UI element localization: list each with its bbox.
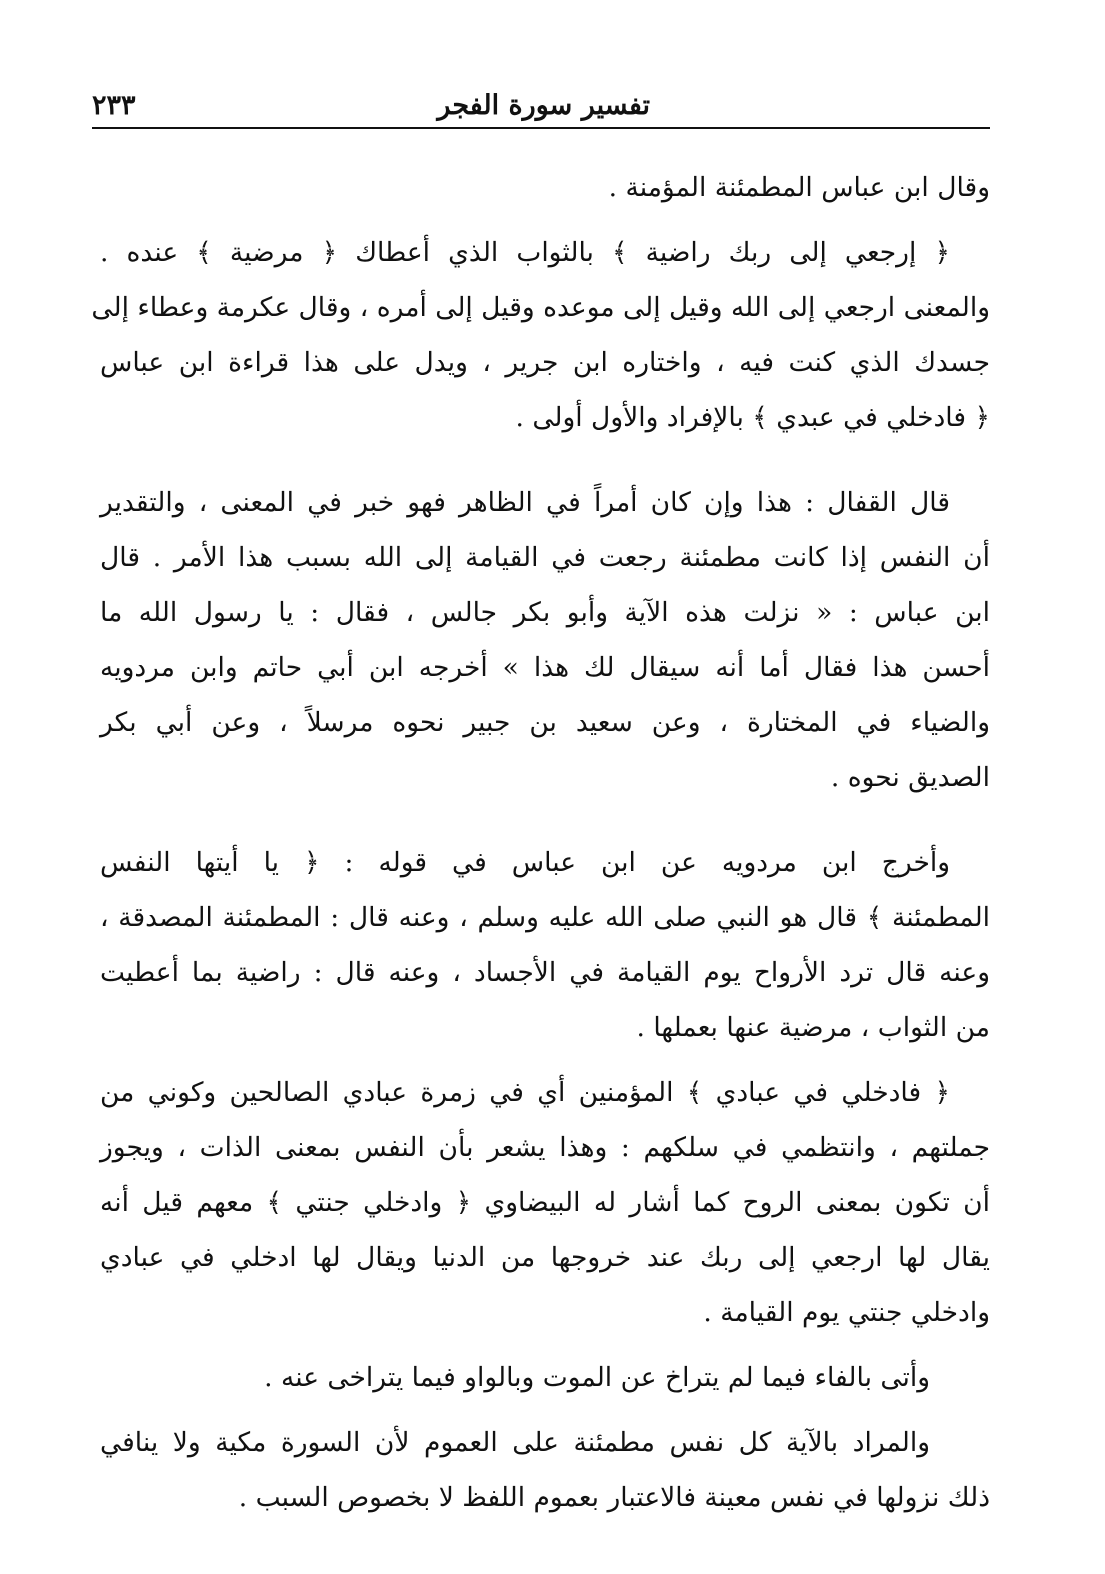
text-line: وأتى بالفاء فيما لم يتراخ عن الموت وبالواو فيما يتراخى عنه . [264,1362,930,1393]
paragraph [100,1415,990,1525]
paragraph [100,475,990,805]
text-line: والمراد بالآية كل نفس مطمئنة على العموم لأن السورة مكية ولا ينافي [100,1427,930,1458]
text-line: وادخلي جنتي يوم القيامة . [703,1297,990,1328]
page-number: ٢٣٣ [92,90,136,121]
text-line: ﴿ فادخلي في عبادي ﴾ المؤمنين أي في زمرة عبادي الصالحين وكوني من [100,1077,950,1108]
header-rule [92,127,990,129]
text-line: ﴿ فادخلي في عبدي ﴾ بالإفراد والأول أولى . [515,402,990,433]
text-line: وقال ابن عباس المطمئنة المؤمنة . [608,172,990,203]
text-line: ابن عباس : « نزلت هذه الآية وأبو بكر جالس ، فقال : يا رسول الله ما [100,597,990,628]
text-line: ذلك نزولها في نفس معينة فالاعتبار بعموم اللفظ لا بخصوص السبب . [238,1482,990,1513]
text-line: جملتهم ، وانتظمي في سلكهم : وهذا يشعر بأن النفس بمعنى الذات ، ويجوز [100,1132,990,1163]
paragraph [100,160,990,215]
running-title: تفسير سورة الفجر [437,90,650,121]
paragraph [100,835,990,1055]
text-line: المطمئنة ﴾ قال هو النبي صلى الله عليه وسلم ، وعنه قال : المطمئنة المصدقة ، [100,902,990,933]
text-line: أن النفس إذا كانت مطمئنة رجعت في القيامة إلى الله بسبب هذا الأمر . قال [100,542,990,573]
paragraph [100,1350,990,1405]
paragraph [100,1065,990,1340]
text-line: والمعنى ارجعي إلى الله وقيل إلى موعده وقيل إلى أمره ، وقال عكرمة وعطاء إلى [91,292,990,323]
text-line: قال القفال : هذا وإن كان أمراً في الظاهر فهو خبر في المعنى ، والتقدير [100,487,950,518]
paragraph [91,225,990,445]
text-line: من الثواب ، مرضية عنها بعملها . [636,1012,990,1043]
text-line: أن تكون بمعنى الروح كما أشار له البيضاوي ﴿ وادخلي جنتي ﴾ معهم قيل أنه [100,1187,990,1218]
text-line: وعنه قال ترد الأرواح يوم القيامة في الأجساد ، وعنه قال : راضية بما أعطيت [100,957,990,988]
text-line: جسدك الذي كنت فيه ، واختاره ابن جرير ، ويدل على هذا قراءة ابن عباس [100,347,990,378]
text-line: ﴿ إرجعي إلى ربك راضية ﴾ بالثواب الذي أعطاك ﴿ مرضية ﴾ عنده . [100,237,950,268]
text-line: يقال لها ارجعي إلى ربك عند خروجها من الدنيا ويقال لها ادخلي في عبادي [100,1242,990,1273]
text-line: أحسن هذا فقال أما أنه سيقال لك هذا » أخرجه ابن أبي حاتم وابن مردويه [100,652,990,683]
text-line: والضياء في المختارة ، وعن سعيد بن جبير نحوه مرسلاً ، وعن أبي بكر [100,707,990,738]
text-line: وأخرج ابن مردويه عن ابن عباس في قوله : ﴿ يا أيتها النفس [100,847,950,878]
body-text [91,160,990,1525]
text-line: الصديق نحوه . [830,762,990,793]
page-header [92,86,990,126]
